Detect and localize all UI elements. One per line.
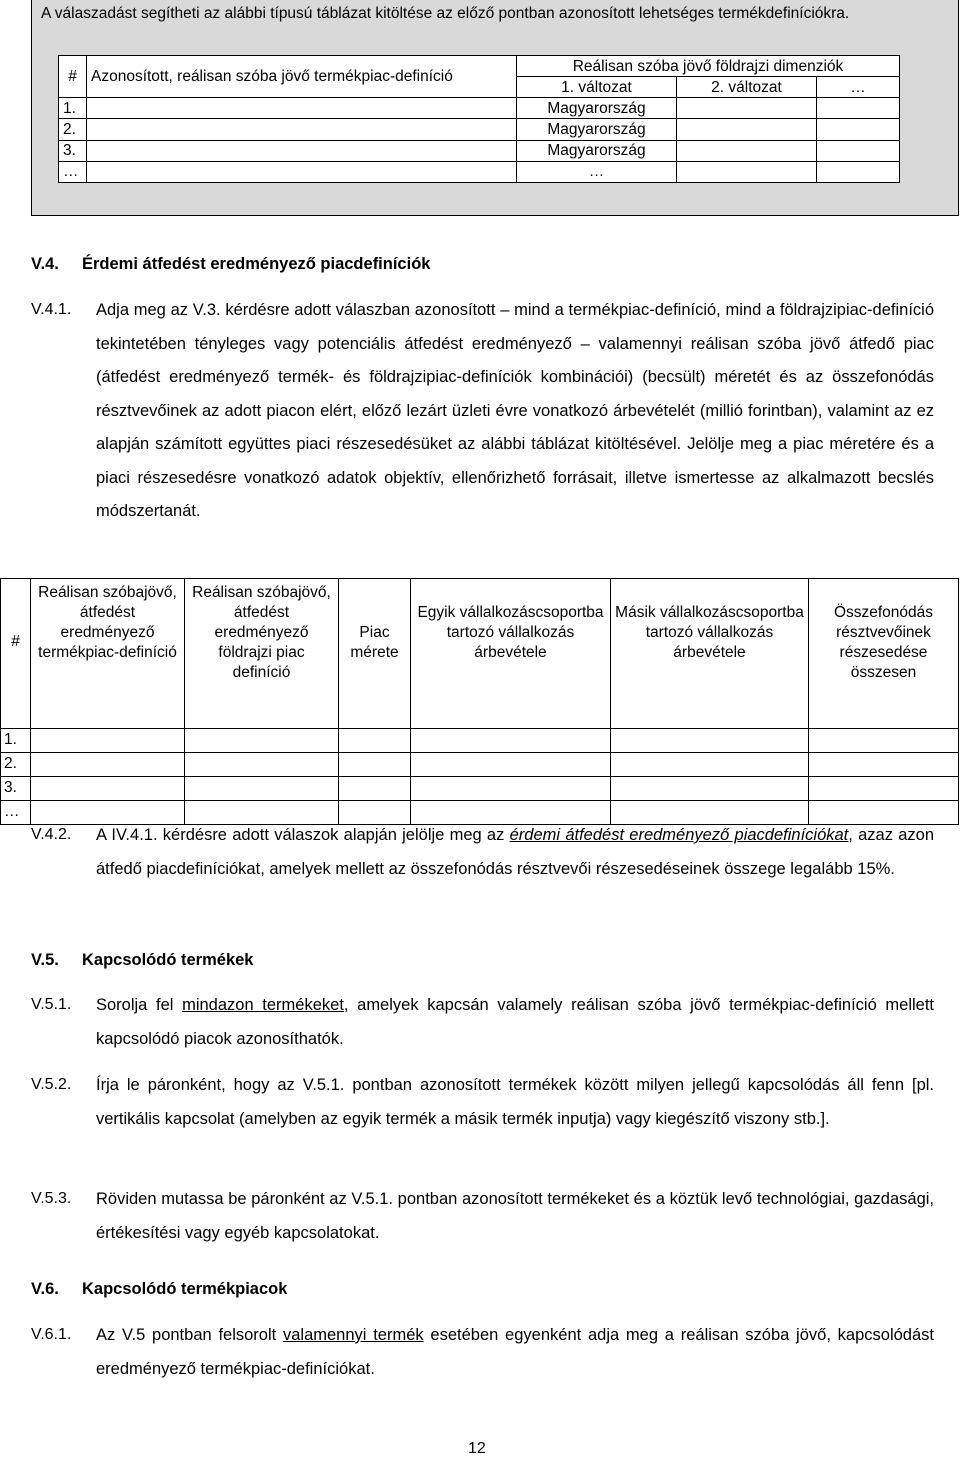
section-v51-underline: mindazon termékeket — [182, 996, 344, 1014]
section-v4-title: Érdemi átfedést eredményező piacdefiníciók — [82, 255, 431, 273]
example-row — [59, 140, 900, 161]
example-row — [59, 119, 900, 140]
section-v42-pre: A IV.4.1. kérdésre adott válaszok alapján jelölje meg az — [96, 826, 510, 844]
example-col-geo: Reálisan szóba jövő földrajzi dimenziók — [517, 56, 900, 77]
section-v61-number: V.6.1. — [31, 1326, 72, 1343]
market-col-rev-a: Egyik vállalkozáscsoportba tartozó vállalkozás árbevétele — [411, 579, 611, 729]
market-col-hash: # — [1, 579, 31, 729]
market-col-product-def: Reálisan szóbajövő, átfedést eredményező termékpiac-definíció — [31, 579, 185, 729]
example-row — [59, 98, 900, 119]
section-v51-number: V.5.1. — [31, 996, 72, 1013]
example-row — [59, 161, 900, 182]
market-table-row — [1, 777, 959, 801]
section-v61-underline: valamennyi termék — [282, 1326, 424, 1344]
section-v42-post: , azaz azon átfedő piacdefiníciókat, amelyek mellett az összefonódás résztvevői részesedéseinek összege legalább 15%. — [96, 826, 934, 878]
example-row-num: … — [59, 161, 87, 182]
market-table-header — [1, 579, 959, 729]
section-v4-number: V.4. — [31, 255, 59, 273]
example-col-definition: Azonosított, reálisan szóba jövő termékpiac-definíció — [87, 56, 517, 98]
section-v61-pre: Az V.5 pontban felsorolt — [96, 1326, 283, 1344]
example-row-num: 2. — [59, 119, 87, 140]
example-box-text: A válaszadást segítheti az alábbi típusú táblázat kitöltése az előző pontban azonosított lehetséges termékdefiníciókra. — [41, 5, 850, 22]
example-table — [58, 55, 900, 183]
example-row-v1: Magyarország — [517, 119, 677, 140]
market-col-geo-def: Reálisan szóbajövő, átfedést eredményező földrajzi piac definíció — [185, 579, 339, 729]
example-row-v1: … — [517, 161, 677, 182]
example-row-num: 3. — [59, 140, 87, 161]
section-v53-text: Röviden mutassa be páronként az V.5.1. pontban azonosított termékeket és a köztük levő technológiai, gazdasági, értékesítési vagy egyéb kapcsolatokat. — [96, 1190, 934, 1242]
market-row-num: 2. — [1, 753, 31, 777]
section-v42-number: V.4.2. — [31, 826, 72, 843]
market-col-share: Összefonódás résztvevőinek részesedése összesen — [809, 579, 959, 729]
section-v61-post: esetében egyenként adja meg a reálisan szóba jövő, kapcsolódást eredményező termékpiac-definíciókat. — [96, 1326, 934, 1378]
market-col-size: Piac mérete — [339, 579, 411, 729]
market-row-num: 1. — [1, 729, 31, 753]
section-v61-text — [96, 1319, 934, 1386]
example-row-num: 1. — [59, 98, 87, 119]
market-row-num: … — [1, 801, 31, 825]
section-v42-emphasis: érdemi átfedést eredményező piacdefiníciókat — [509, 826, 849, 844]
page-number: 12 — [468, 1440, 486, 1457]
section-v41-number: V.4.1. — [31, 301, 72, 318]
section-v42-text — [96, 819, 934, 886]
section-v52-text: Írja le páronként, hogy az V.5.1. pontban azonosított termékek között milyen jellegű kapcsolódás áll fenn [pl. vertikális kapcsolat (amelyben az egyik termék a másik termék inputja) vagy kiegészítő viszony stb.]. — [96, 1076, 934, 1128]
example-sub-v2: 2. változat — [677, 77, 817, 98]
market-row-num: 3. — [1, 777, 31, 801]
section-v51-text — [96, 989, 934, 1056]
section-v5-title: Kapcsolódó termékek — [82, 951, 254, 969]
market-table-row — [1, 753, 959, 777]
section-v6-title: Kapcsolódó termékpiacok — [82, 1280, 288, 1298]
section-v53-number: V.5.3. — [31, 1190, 72, 1207]
section-v51-post: , amelyek kapcsán valamely reálisan szóba jövő termékpiac-definíció mellett kapcsolódó piacok azonosíthatók. — [96, 996, 934, 1048]
market-table — [0, 578, 959, 825]
section-v6-number: V.6. — [31, 1280, 59, 1298]
section-v5-number: V.5. — [31, 951, 59, 969]
section-v51-pre: Sorolja fel — [96, 996, 183, 1014]
example-row-v1: Magyarország — [517, 140, 677, 161]
section-v41-text: Adja meg az V.3. kérdésre adott válaszban azonosított – mind a termékpiac-definíció, mind a földrajzipiac-definíció tekintetében tényleges vagy potenciális átfedést eredményező – valamennyi reálisan szóba jövő átfedő piac (átfedést eredményező termék- és földrajzipiac-definíciók kombinációi) (becsült) méretét és az összefonódás résztvevőinek az adott piacon elért, előző lezárt üzleti évre vonatkozó árbevételét (millió forintban), valamint az ez alapján számított együttes piaci részesedésüket az alábbi táblázat kitöltésével. Jelölje meg a piac méretére és a piaci részesedésre vonatkozó adatok objektív, ellenőrizhető forrásait, illetve ismertesse az alkalmazott becslés módszertanát. — [96, 301, 934, 520]
example-sub-more: … — [817, 77, 900, 98]
market-col-rev-b: Másik vállalkozáscsoportba tartozó vállalkozás árbevétele — [611, 579, 809, 729]
example-sub-v1: 1. változat — [517, 77, 677, 98]
market-table-row — [1, 729, 959, 753]
example-col-hash: # — [59, 56, 87, 98]
example-row-v1: Magyarország — [517, 98, 677, 119]
section-v52-number: V.5.2. — [31, 1076, 72, 1093]
